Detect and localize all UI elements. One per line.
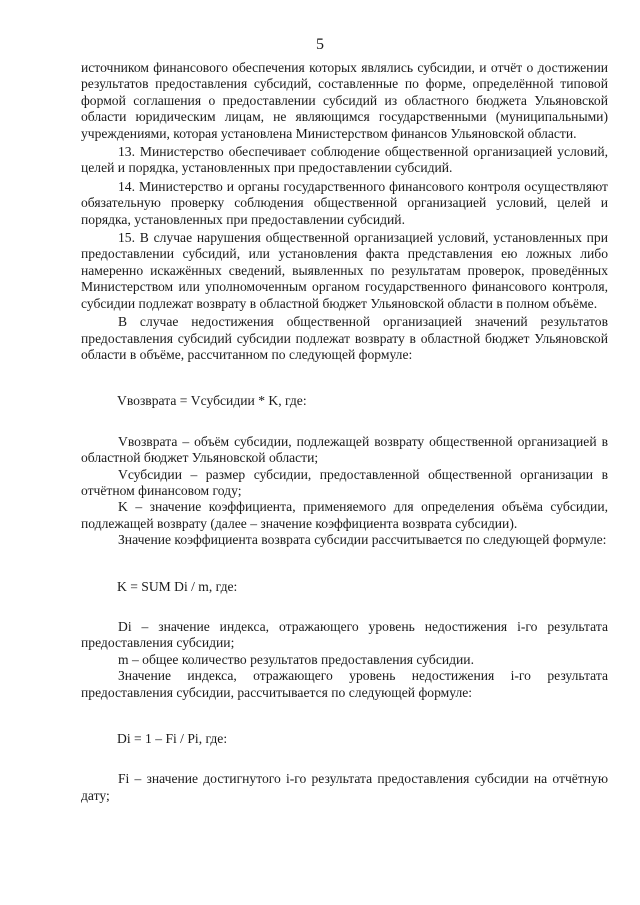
definition-di: Di – значение индекса, отражающего уровень недостижения i-го результата предоставления субсидии; (81, 618, 608, 651)
definition-fi: Fi – значение достигнутого i-го результата предоставления субсидии на отчётную дату; (81, 771, 608, 803)
definition-v-subsidy: Vсубсидии – размер субсидии, предоставленной общественной организации в отчётном финансовом году; (81, 466, 608, 498)
paragraph-refund-case: В случае недостижения общественной организацией значений результатов предоставления субсидий субсидии подлежат возврату в областной бюджет Ульяновской области в объёме, рассчитанном по следующей формуле: (81, 314, 608, 362)
paragraph-k-calculation: Значение коэффициента возврата субсидии рассчитывается по следующей формуле: (118, 532, 607, 548)
paragraph-continuation: источником финансового обеспечения которых являлись субсидии, и отчёт о достижении результатов предоставления субсидий, составленные по форме, определённой типовой формой соглашения о предоставлении субсидий из областного бюджета Ульяновской области юридическим лицам, не являющимся государственными (муниципальными) учреждениями, которая установлена Министерством финансов Ульяновской области. (81, 60, 608, 141)
definition-k: K – значение коэффициента, применяемого для определения объёма субсидии, подлежащей возврату (далее – значение коэффициента возврата субсидии). (81, 499, 608, 531)
document-body (81, 60, 608, 804)
paragraph-di-calculation: Значение индекса, отражающего уровень недостижения i-го результата предоставления субсидии, рассчитывается по следующей формуле: (81, 668, 608, 700)
formula-coefficient: K = SUM Di / m, где: (117, 578, 238, 594)
paragraph-15: 15. В случае нарушения общественной организацией условий, установленных при предоставлении субсидий, или установления факта представления ею ложных либо намеренно искажённых сведений, выявленных по результатам проверок, проведённых Министерством или уполномоченным органом государственного финансового контроля, субсидии подлежат возврату в областной бюджет Ульяновской области в полном объёме. (81, 230, 608, 311)
paragraph-13: 13. Министерство обеспечивает соблюдение общественной организацией условий, целей и порядка, установленных при предоставлении субсидий. (81, 144, 608, 176)
paragraph-14: 14. Министерство и органы государственного финансового контроля осуществляют обязательную проверку соблюдения общественной организацией условий, целей и порядка, установленных при предоставлении субсидий. (81, 178, 608, 227)
page-number: 5 (316, 36, 324, 53)
formula-index: Di = 1 – Fi / Pi, где: (117, 731, 228, 746)
definition-v-refund: Vвозврата – объём субсидии, подлежащей возврату общественной организацией в областной бюджет Ульяновской области; (81, 433, 608, 466)
formula-refund-volume: Vвозврата = Vсубсидии * K, где: (117, 393, 307, 409)
definition-m: m – общее количество результатов предоставления субсидии. (118, 651, 474, 667)
